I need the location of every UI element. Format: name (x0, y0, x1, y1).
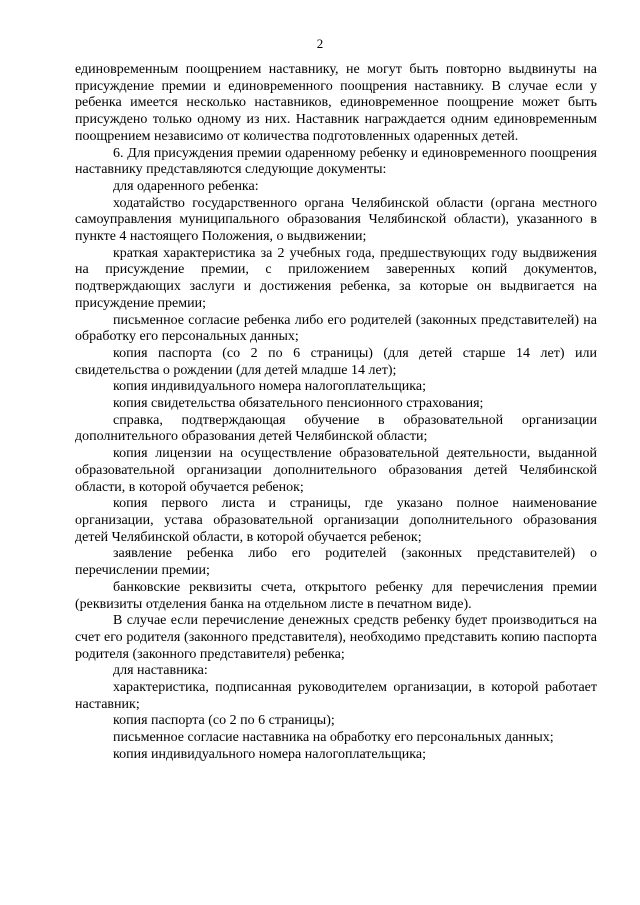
list-item: копия паспорта (со 2 по 6 страницы) (для детей старше 14 лет) или свидетельства о рождении (для детей младше 14 лет); (75, 345, 597, 378)
paragraph-item-6-intro: 6. Для присуждения премии одаренному ребенку и единовременного поощрения наставнику представляются следующие документы: (75, 145, 597, 178)
list-item: письменное согласие наставника на обработку его персональных данных; (113, 730, 554, 746)
list-item: банковские реквизиты счета, открытого ребенку для перечисления премии (реквизиты отделения банка на отдельном листе в печатном виде). (75, 579, 597, 612)
list-item: копия индивидуального номера налогоплательщика; (113, 746, 426, 762)
list-item: письменное согласие ребенка либо его родителей (законных представителей) на обработку его персональных данных; (75, 312, 597, 345)
list-item: копия первого листа и страницы, где указано полное наименование организации, устава образовательной организации дополнительного образования детей Челябинской области, в которой обучается ребенок; (75, 496, 597, 545)
page-number: 2 (316, 36, 324, 51)
list-item: характеристика, подписанная руководителем организации, в которой работает наставник; (75, 680, 597, 712)
list-item: копия индивидуального номера налогоплательщика; (113, 379, 426, 395)
list-item: краткая характеристика за 2 учебных года, предшествующих году выдвижения на присуждение премии, с приложением заверенных копий документов, подтверждающих заслуги и достижения ребенка, за которые он выдвигается на присуждение премии; (75, 245, 597, 311)
list-item: заявление ребенка либо его родителей (законных представителей) о перечислении премии; (75, 546, 597, 579)
paragraph-continuation: единовременным поощрением наставнику, не могут быть повторно выдвинуты на присуждение премии и единовременного поощрения наставнику. В случае если у ребенка имеется несколько наставников, единовременное поощрение может быть присуждено только одному из них. Наставник награждается одним единовременным поощрением независимо от количества подготовленных одаренных детей. (75, 62, 597, 144)
list-item: справка, подтверждающая обучение в образовательной организации дополнительного образования детей Челябинской области; (75, 412, 597, 445)
list-item: копия паспорта (со 2 по 6 страницы); (113, 713, 335, 729)
document-body (75, 62, 597, 764)
paragraph-parent-account-note: В случае если перечисление денежных средств ребенку будет производиться на счет его родителя (законного представителя), необходимо представить копию паспорта родителя (законного представителя) ребенка; (75, 613, 597, 662)
list-item: копия лицензии на осуществление образовательной деятельности, выданной образовательной организации дополнительного образования детей Челябинской области, в которой обучается ребенок; (75, 446, 597, 495)
subheading-mentor: для наставника: (113, 663, 208, 679)
list-item: ходатайство государственного органа Челябинской области (органа местного самоуправления муниципального образования Челябинской области), указанного в пункте 4 настоящего Положения, о выдвижении; (75, 195, 597, 245)
list-item: копия свидетельства обязательного пенсионного страхования; (113, 396, 484, 412)
subheading-gifted-child: для одаренного ребенка: (113, 178, 259, 194)
